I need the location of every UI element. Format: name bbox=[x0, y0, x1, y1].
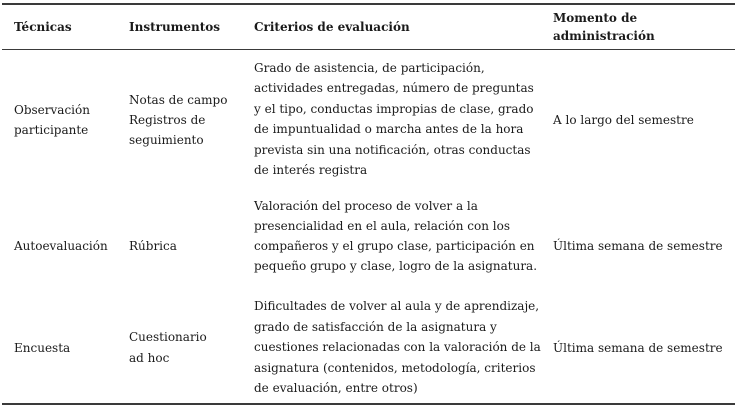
row1-criterios-line3: y el tipo, conductas impropias de clase, grado bbox=[254, 102, 534, 116]
row3-tecnica: Encuesta bbox=[14, 341, 71, 355]
row2-criterios-line3: compañeros y el grupo clase, participación en bbox=[254, 239, 535, 253]
row2-instrumento: Rúbrica bbox=[129, 239, 177, 253]
row3-criterios-line2: grado de satisfacción de la asignatura y bbox=[254, 320, 497, 334]
header-instrumentos: Instrumentos bbox=[129, 20, 221, 34]
header-bottom-rule bbox=[2, 49, 735, 50]
row2-momento: Última semana de semestre bbox=[553, 239, 723, 253]
row2-criterios-line1: Valoración del proceso de volver a la bbox=[254, 199, 478, 213]
row1-criterios-line4: de impuntualidad o marcha antes de la hora bbox=[254, 122, 524, 136]
row1-instrumento-line3: seguimiento bbox=[129, 133, 204, 147]
row1-criterios-line1: Grado de asistencia, de participación, bbox=[254, 61, 485, 75]
header-criterios: Criterios de evaluación bbox=[254, 20, 410, 34]
row1-criterios-line2: actividades entregadas, número de preguntas bbox=[254, 81, 534, 95]
row3-criterios-line5: de evaluación, entre otros) bbox=[254, 381, 418, 395]
row2-criterios-line4: pequeño grupo y clase, logro de la asignatura. bbox=[254, 259, 538, 273]
row3-instrumento-line2: ad hoc bbox=[129, 351, 170, 365]
header-momento-line1: Momento de bbox=[553, 11, 638, 25]
table-bottom-rule bbox=[2, 403, 735, 405]
row1-momento: A lo largo del semestre bbox=[553, 113, 694, 127]
row3-momento: Última semana de semestre bbox=[553, 341, 723, 355]
row3-instrumento-line1: Cuestionario bbox=[129, 330, 207, 344]
row2-criterios-line2: presencialidad en el aula, relación con los bbox=[254, 219, 510, 233]
row1-tecnica-line1: Observación bbox=[14, 103, 90, 117]
row1-criterios-line5: prevista sin una notificación, otras conductas bbox=[254, 143, 531, 157]
row3-criterios-line4: asignatura (contenidos, metodología, criterios bbox=[254, 361, 536, 375]
row1-instrumento-line1: Notas de campo bbox=[129, 93, 228, 107]
row3-criterios-line3: cuestiones relacionadas con la valoración de la bbox=[254, 340, 541, 354]
row2-tecnica: Autoevaluación bbox=[14, 239, 108, 253]
row1-criterios-line6: de interés registra bbox=[254, 163, 368, 177]
header-momento-line2: administración bbox=[553, 29, 655, 43]
row1-tecnica-line2: participante bbox=[14, 123, 89, 137]
row1-instrumento-line2: Registros de bbox=[129, 113, 206, 127]
row3-criterios-line1: Dificultades de volver al aula y de aprendizaje, bbox=[254, 299, 540, 313]
header-tecnicas: Técnicas bbox=[14, 20, 72, 34]
table-top-rule bbox=[2, 3, 735, 5]
